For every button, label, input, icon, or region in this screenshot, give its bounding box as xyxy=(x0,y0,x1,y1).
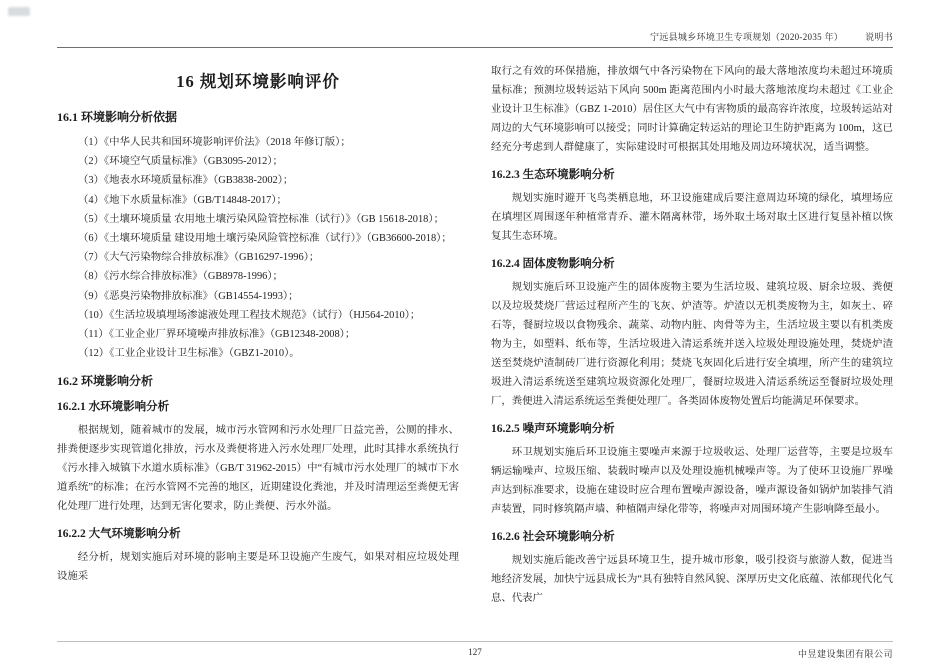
ecology-impact-paragraph: 规划实施时避开飞鸟类栖息地，环卫设施建成后要注意周边环境的绿化，填埋场应在填埋区周围逐年种植常青乔、灌木隔离林带，场外取土场对取土区进行复垦补植以恢复其生态环境。 xyxy=(491,193,893,242)
header-rule xyxy=(57,47,893,48)
left-column xyxy=(57,56,459,588)
company-name: 中昱建设集团有限公司 xyxy=(797,649,893,659)
section-16-2-heading: 16.2 环境影响分析 xyxy=(57,374,154,389)
section-16-2-6-heading: 16.2.6 社会环境影响分析 xyxy=(491,531,615,543)
air-impact-paragraph-continued: 取行之有效的环保措施，排放烟气中各污染物在下风向的最大落地浓度均未超过环境质量标准；预测垃圾转运站下风向 500m 距离范围内小时最大落地浓度均未超过《工业企业设计卫生标准》（GBZ 1-2010）居住区大气中有害物质的最高容许浓度，垃圾转运站对周边的大气环境影响可以接受；同时计算确定转运站的理论卫生防护距离为 100m，这已经充分考虑到人群健康了，实际建设时可根据其处用地及周边环境状况，适当调整。 xyxy=(491,66,893,153)
reference-item: （6）《土壤环境质量 建设用地土壤污染风险管控标准（试行）》（GB36600-2018）； xyxy=(78,233,452,245)
reference-item: （12）《工业企业设计卫生标准》（GBZ1-2010）。 xyxy=(78,348,300,360)
reference-item: （4）《地下水质量标准》（GB/T14848-2017）； xyxy=(78,194,287,206)
solid-waste-paragraph: 规划实施后环卫设施产生的固体废物主要为生活垃圾、建筑垃圾、厨余垃圾、粪便以及垃圾焚烧厂营运过程所产生的飞灰、炉渣等。炉渣以无机类废物为主，如灰土、碎石等，餐厨垃圾以食物残余、蔬菜、动物内脏、肉骨等为主，生活垃圾主要以有机类废物为主，如塑料、纸布等，生活垃圾进入清运系统并送入垃圾处理设施处理，焚烧炉渣送至焚烧炉渣制砖厂进行资源化利用；焚烧飞灰固化后进行安全填埋，所产生的建筑垃圾进入清运系统送至建筑垃圾资源化处理厂，餐厨垃圾进入清运系统运至餐厨垃圾处理厂，粪便进入清运系统运至粪便处理厂。各类固体废物处置后均能满足环保要求。 xyxy=(491,282,893,407)
two-column-body xyxy=(57,56,893,610)
scan-artifact-mark xyxy=(8,7,30,16)
chapter-title: 16 规划环境影响评价 xyxy=(176,72,340,91)
page-footer xyxy=(57,641,893,663)
reference-item: （1）《中华人民共和国环境影响评价法》（2018 年修订版）； xyxy=(78,137,351,148)
section-16-1-heading: 16.1 环境影响分析依据 xyxy=(57,110,178,124)
page-header xyxy=(57,30,893,47)
section-16-2-5-heading: 16.2.5 噪声环境影响分析 xyxy=(491,423,615,435)
section-16-2-3-heading: 16.2.3 生态环境影响分析 xyxy=(491,169,615,181)
reference-item: （3）《地表水环境质量标准》（GB3838-2002）； xyxy=(78,175,294,187)
header-title: 宁远县城乡环境卫生专项规划（2020-2035 年） xyxy=(650,32,844,42)
section-16-2-2-heading: 16.2.2 大气环境影响分析 xyxy=(57,528,181,541)
reference-item: （7）《大气污染物综合排放标准》（GB16297-1996）； xyxy=(78,252,320,264)
noise-impact-paragraph: 环卫规划实施后环卫设施主要噪声来源于垃圾收运、处理厂运营等，主要是垃圾车辆运输噪声、垃圾压缩、装载时噪声以及处理设施机械噪声等。为了使环卫设施厂界噪声达到标准要求，设施在建设时应合理布置噪声源设备，噪声源设备如锅炉加装排气消声装置，同时修筑隔声墙、种植隔声绿化带等，将噪声对周围环境产生影响降至最小。 xyxy=(491,447,893,515)
header-doc-type: 说明书 xyxy=(865,32,893,42)
reference-item: （11）《工业企业厂界环境噪声排放标准》（GB12348-2008）； xyxy=(78,329,356,341)
right-column xyxy=(491,56,893,610)
reference-item: （5）《土壤环境质量 农用地土壤污染风险管控标准（试行）》（GB 15618-2018）； xyxy=(78,213,444,225)
air-impact-paragraph: 经分析，规划实施后对环境的影响主要是环卫设施产生废气，如果对相应垃圾处理设施采 xyxy=(57,552,459,583)
page-number: 127 xyxy=(468,647,482,657)
reference-item: （9）《恶臭污染物排放标准》（GB14554-1993）； xyxy=(78,290,299,302)
section-16-2-1-heading: 16.2.1 水环境影响分析 xyxy=(57,401,170,414)
reference-list xyxy=(57,133,459,363)
water-impact-paragraph: 根据规划，随着城市的发展，城市污水管网和污水处理厂日益完善，公厕的排水、排粪便逐步实现管道化排放，污水及粪便将进入污水处理厂处理，此时其排水系统执行《污水排入城镇下水道水质标准》（GB/T 31962-2015）中“有城市污水处理厂的城市下水道系统”的标准；在污水管网不完善的地区，近期建设化粪池，并及时清理运至粪便无害化处理厂进行处理，达到无害化要求，防止粪便、污水外溢。 xyxy=(57,425,459,513)
social-impact-paragraph: 规划实施后能改善宁远县环境卫生，提升城市形象，吸引投资与旅游人数，促进当地经济发展，加快宁远县成长为“具有独特自然风貌、深厚历史文化底蕴、浓郁现代化气息、代表广 xyxy=(491,555,893,604)
reference-item: （10）《生活垃圾填埋场渗滤液处理工程技术规范》（试行）（HJ564-2010）； xyxy=(78,309,421,321)
section-16-2-4-heading: 16.2.4 固体废物影响分析 xyxy=(491,258,615,270)
reference-item: （8）《污水综合排放标准》（GB8978-1996）； xyxy=(78,271,283,283)
reference-item: （2）《环境空气质量标准》（GB3095-2012）； xyxy=(78,156,283,168)
